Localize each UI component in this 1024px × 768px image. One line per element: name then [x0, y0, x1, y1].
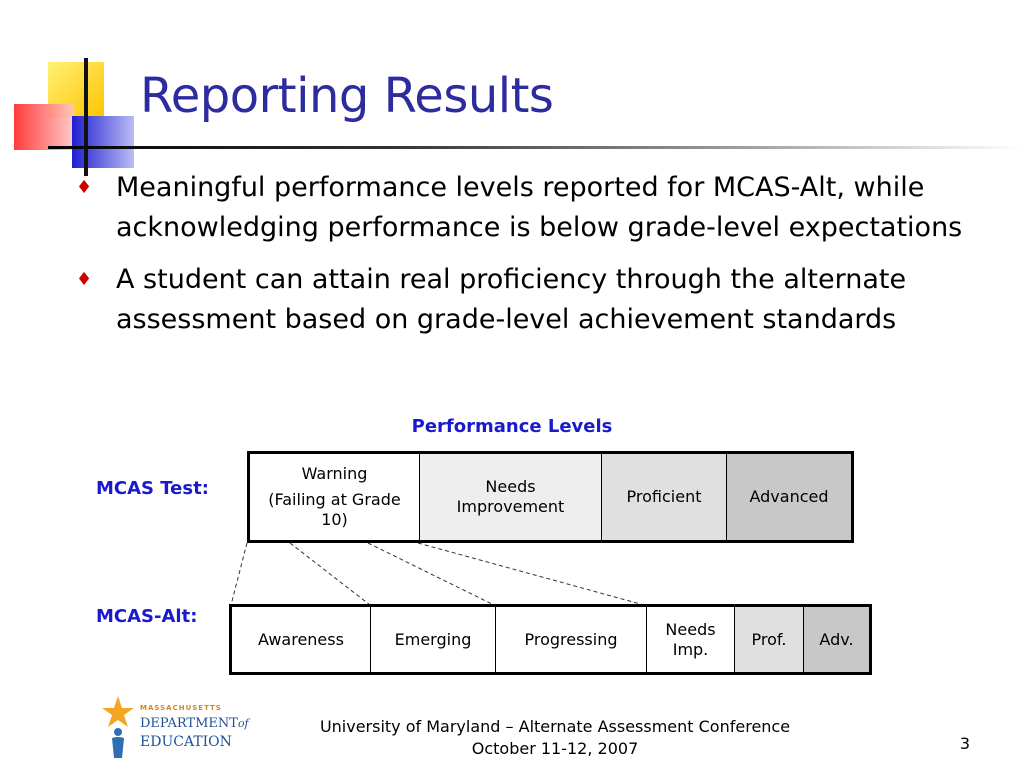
connector-line [418, 543, 644, 605]
connector-line [290, 543, 370, 605]
bullet-item [70, 168, 1010, 248]
mcas-level-cell [250, 454, 420, 540]
mcas-level-cell [420, 454, 602, 540]
bullet-text: A student can attain real proficiency through the alternate assessment based on grade-level achievement standards [116, 264, 907, 335]
level-line: Emerging [394, 629, 472, 649]
mcas-alt-label: MCAS-Alt: [96, 606, 198, 627]
slide-title: Reporting Results [140, 68, 554, 124]
blue-square [72, 116, 134, 168]
mcas-test-label: MCAS Test: [96, 478, 209, 499]
diamond-bullet-icon: ♦ [76, 269, 93, 290]
performance-levels-caption: Performance Levels [411, 416, 613, 437]
mcas-test-levels-table [247, 451, 854, 543]
logo-line2a: DEPARTMENT [140, 716, 238, 731]
level-line: Needs [485, 477, 536, 496]
svg-text:DEPARTMENTof [140, 716, 251, 731]
level-line: Warning [301, 464, 368, 483]
footer-date: October 11-12, 2007 [471, 739, 639, 758]
level-line: Prof. [751, 629, 787, 649]
black-vertical-line [84, 58, 88, 176]
bullet-text: Meaningful performance levels reported for MCAS-Alt, while acknowledging performance is below grade-level expectations [116, 172, 963, 243]
level-line: (Failing at Grade [268, 490, 401, 509]
bullet-item [70, 260, 1010, 340]
level-line: Advanced [749, 487, 829, 506]
logo-line2b: of [237, 717, 249, 730]
level-line: Awareness [258, 629, 344, 649]
mcas-alt-levels-table [229, 604, 872, 675]
connector-line [368, 543, 494, 605]
alt-level-cell [647, 607, 735, 672]
level-line: Imp. [672, 639, 709, 659]
level-line: Progressing [524, 629, 618, 649]
alt-level-cell [496, 607, 647, 672]
title-underline [48, 146, 1024, 149]
mcas-level-cell [727, 454, 851, 540]
corner-decoration [0, 0, 140, 180]
level-line: 10) [321, 510, 348, 529]
level-line: Proficient [626, 487, 702, 506]
alt-level-cell [735, 607, 804, 672]
logo-line3: EDUCATION [140, 734, 232, 750]
page-number: 3 [959, 734, 970, 753]
alt-level-cell [804, 607, 869, 672]
logo-line1: MASSACHUSETTS [140, 704, 222, 712]
level-line: Adv. [819, 629, 854, 649]
footer-conference: University of Maryland – Alternate Assessment Conference [319, 717, 791, 736]
level-line: Needs [665, 619, 716, 639]
footer [260, 716, 850, 760]
alt-level-cell [371, 607, 496, 672]
bullet-list [70, 168, 1010, 352]
alt-level-cell [232, 607, 371, 672]
mcas-level-cell [602, 454, 727, 540]
diamond-bullet-icon: ♦ [76, 177, 93, 198]
red-square [14, 104, 74, 150]
massachusetts-doe-logo [100, 694, 249, 760]
star-person-icon [102, 696, 134, 758]
connector-line [231, 543, 247, 605]
level-line: Improvement [456, 497, 565, 516]
